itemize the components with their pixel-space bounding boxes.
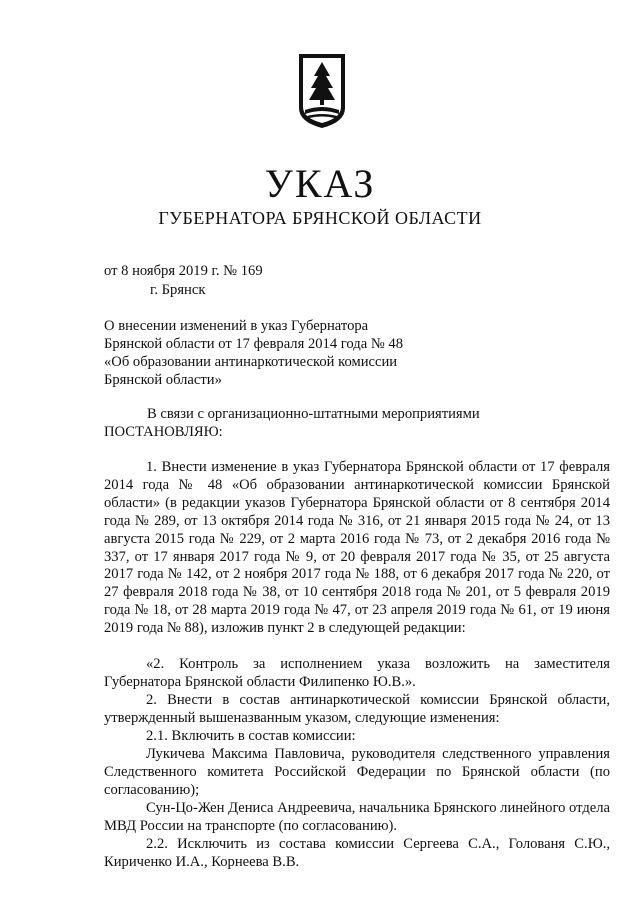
resolution-word: ПОСТАНОВЛЯЮ: bbox=[104, 424, 223, 440]
paragraph: 2. Внести в состав антинаркотической комиссии Брянской области, утвержденный вышеназванным указом, следующие изменения: bbox=[104, 692, 610, 726]
coat-of-arms-emblem bbox=[297, 52, 347, 130]
subject-line: Брянской области от 17 февраля 2014 года № 48 bbox=[104, 336, 404, 352]
subject-line: «Об образовании антинаркотической комиссии bbox=[104, 354, 398, 370]
subject-line: О внесении изменений в указ Губернатора bbox=[104, 318, 369, 334]
paragraph: «2. Контроль за исполнением указа возложить на заместителя Губернатора Брянской области Филипенко Ю.В.». bbox=[104, 656, 610, 690]
preamble-text: В связи с организационно-штатными мероприятиями bbox=[147, 406, 480, 422]
paragraph: 2.2. Исключить из состава комиссии Сергеева С.А., Голованя С.Ю., Кириченко И.А., Корнеева В.В. bbox=[104, 836, 610, 870]
paragraph: Лукичева Максима Павловича, руководителя следственного управления Следственного комитета Российской Федерации по Брянской области (по согласованию); bbox=[104, 746, 610, 798]
document-title: УКАЗ bbox=[264, 161, 376, 206]
paragraph: 2.1. Включить в состав комиссии: bbox=[146, 728, 356, 744]
document-date-number: от 8 ноября 2019 г. № 169 bbox=[104, 263, 263, 279]
document-city: г. Брянск bbox=[150, 282, 206, 298]
paragraph: Сун-Цо-Жен Дениса Андреевича, начальника Брянского линейного отдела МВД России на транспорте (по согласованию). bbox=[104, 800, 610, 834]
subject-line: Брянской области» bbox=[104, 372, 222, 388]
paragraph: 1. Внести изменение в указ Губернатора Брянской области от 17 февраля 2014 года № 48 «Об образовании антинаркотической комиссии Брянской области» (в редакции указов Губернатора Брянской области от 8 сентября 2014 года № 289, от 13 октября 2014 года № 316, от 21 января 2015 года № 24, от 13 августа 2015 года № 229, от 2 марта 2016 года № 73, от 2 декабря 2016 года № 337, от 17 января 2017 года № 9, от 20 февраля 2017 года № 35, от 25 августа 2017 года № 142, от 2 ноября 2017 года № 188, от 6 декабря 2017 года № 220, от 27 февраля 2018 года № 38, от 10 сентября 2018 года № 201, от 5 февраля 2019 года № 18, от 28 марта 2019 года № 47, от 23 апреля 2019 года № 61, от 19 июня 2019 года № 88), изложив пункт 2 в следующей редакции: bbox=[104, 459, 610, 637]
document-subtitle: ГУБЕРНАТОРА БРЯНСКОЙ ОБЛАСТИ bbox=[158, 208, 482, 228]
